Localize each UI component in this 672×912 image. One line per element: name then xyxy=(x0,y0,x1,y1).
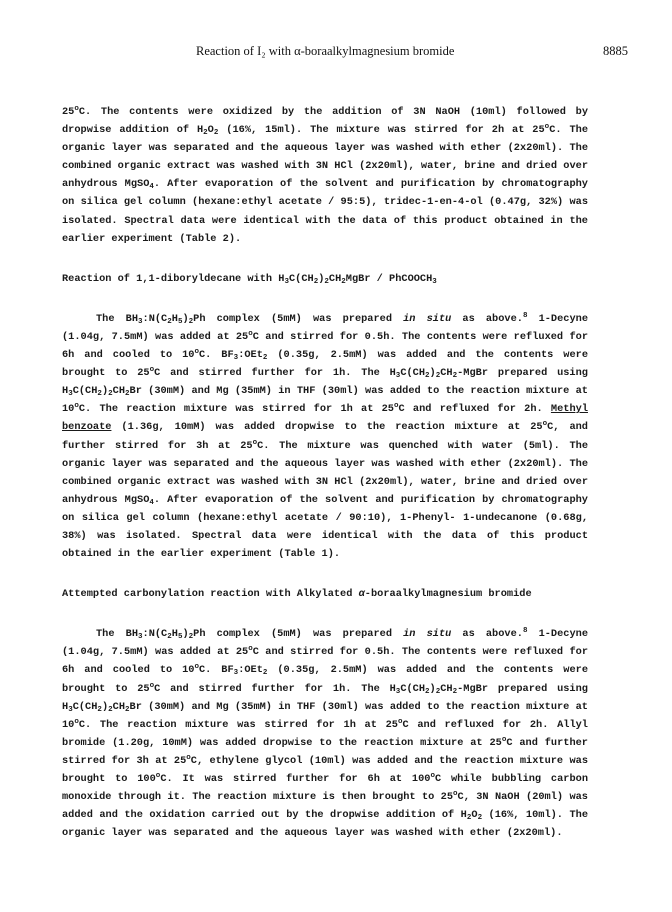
text-run: C and stirred for 0.5h. The contents were refluxed for 6h and cooled to 10 xyxy=(62,646,588,677)
subscript: 2 xyxy=(97,705,102,714)
text-run: 25 xyxy=(62,106,75,118)
subscript: 2 xyxy=(313,277,319,286)
degree-mark: o xyxy=(155,772,161,780)
text-run: (1.36g, 10mM) was added dropwise to the reaction mixture at 25 xyxy=(111,421,543,434)
text-run: (16%, 10ml). The organic layer was separated and the aqueous layer was washed with ether (2x20ml). xyxy=(62,809,588,840)
text-run: C and stirred further for 1h. The H xyxy=(154,682,396,695)
subscript: 3 xyxy=(68,705,73,714)
italic-text: in situ xyxy=(403,312,452,325)
text-run: ) xyxy=(182,628,189,641)
page-header xyxy=(0,44,672,64)
page-number: 8885 xyxy=(603,44,628,58)
text-run: ) xyxy=(101,700,109,713)
text-run: C, ethylene glycol (10ml) was added and the reaction mixture was brought to 100 xyxy=(62,754,588,785)
text-run: Br (30mM) and Mg (35mM) in THF (30ml) was added to the reaction mixture at 10 xyxy=(62,385,588,416)
subscript: 2 xyxy=(188,317,194,326)
subscript: 3 xyxy=(395,372,401,381)
subscript: 2 xyxy=(213,129,219,138)
text-run: Attempted carbonylation reaction with Alkylated xyxy=(62,588,359,601)
text-run: ) xyxy=(429,682,436,695)
subscript: 3 xyxy=(284,277,289,286)
text-run: as above. xyxy=(451,628,523,641)
subscript: 4 xyxy=(149,498,154,507)
degree-mark: o xyxy=(397,717,403,726)
paragraph-methyl-benzoate-procedure xyxy=(62,310,588,563)
text-run: H xyxy=(171,628,178,641)
subscript: 2 xyxy=(435,687,441,696)
subscript: 2 xyxy=(477,814,483,823)
section-heading-diboryldecane xyxy=(62,270,588,288)
subscript: 2 xyxy=(167,633,172,642)
paragraph-carbonylation-procedure xyxy=(62,625,588,842)
subscript: 3 xyxy=(395,687,401,696)
subscript: 2 xyxy=(324,277,329,286)
text-run: C(CH xyxy=(72,385,98,398)
subscript: 2 xyxy=(466,814,472,823)
subscript: 3 xyxy=(233,354,239,363)
paragraph-oxidation xyxy=(62,103,588,248)
subscript: 2 xyxy=(125,705,130,714)
degree-mark: o xyxy=(194,663,199,672)
subscript: 3 xyxy=(138,317,143,326)
degree-mark: o xyxy=(74,402,79,411)
subscript: 2 xyxy=(425,372,430,381)
text-run: ) xyxy=(429,367,436,380)
text-run: Ph complex (5mM) was prepared xyxy=(193,312,404,325)
subscript: 2 xyxy=(167,317,172,326)
subscript: 3 xyxy=(233,669,239,678)
text-run: C. BF xyxy=(199,664,234,677)
text-run: ) xyxy=(101,385,109,398)
degree-mark: o xyxy=(248,645,253,654)
text-run: C. The mixture was quenched with water (5ml). The organic layer was separated and the aqueous layer was washed with ether (2x20ml). The combined organic extract was washed with 3N HCl (2x20ml), water, brine and dried over anhydrous MgSO xyxy=(62,439,588,506)
italic-text: in situ xyxy=(403,628,452,641)
text-run: 1-Decyne (1.04g, 7.5mM) was added at 25 xyxy=(62,628,588,659)
degree-mark: o xyxy=(74,717,79,726)
text-run: C and refluxed for 2h. xyxy=(398,403,551,416)
running-title: Reaction of I₂ with α-boraalkylmagnesium bromide xyxy=(196,44,455,58)
text-run: C. The organic layer was separated and the aqueous layer was washed with ether (2x20ml). The combined organic extract was washed with 3N HCl (2x20ml), water, brine and dried over anhydrous MgSO xyxy=(62,124,588,191)
text-run: CH xyxy=(440,367,453,380)
reference-superscript: 8 xyxy=(522,311,528,320)
text-run: C(CH xyxy=(288,272,314,285)
text-run: C(CH xyxy=(400,367,426,380)
text-run: :OEt xyxy=(238,349,263,362)
text-run: O xyxy=(207,124,214,137)
text-run: C and stirred for 0.5h. The contents were refluxed for 6h and cooled to 10 xyxy=(62,330,588,362)
subscript: 2 xyxy=(425,687,430,696)
text-run: :N(C xyxy=(142,312,168,325)
subscript: 2 xyxy=(341,277,346,286)
text-run: C. The reaction mixture was stirred for 1h at 25 xyxy=(78,718,398,731)
text-run: . After evaporation of the solvent and purification by chromatography on silica gel column (hexane:ethyl acetate / 90:10), 1-Phenyl- 1-undecanone (0.68g, 38%) was isolated. Spectral data were identical with the data of this product obtained in the earlier experiment (Table 1). xyxy=(62,493,588,561)
text-run: MgBr / PhCOOCH xyxy=(345,272,433,285)
text-run: ) xyxy=(182,312,189,325)
text-run: -MgBr prepared using H xyxy=(62,367,588,398)
text-run: C and refluxed for 2h. Allyl bromide (1.20g, 10mM) was added dropwise to the reaction mixture at 25 xyxy=(62,718,588,749)
text-run: :OEt xyxy=(238,664,263,677)
alpha-symbol: α xyxy=(358,588,365,601)
text-run: Br (30mM) and Mg (35mM) in THF (30ml) was added to the reaction mixture at 10 xyxy=(62,700,588,731)
subscript: 2 xyxy=(452,687,458,696)
subscript: 3 xyxy=(432,277,437,286)
text-run: Ph complex (5mM) was prepared xyxy=(193,628,404,641)
subscript: 2 xyxy=(108,705,113,714)
degree-mark: o xyxy=(149,681,155,690)
text-run: (0.35g, 2.5mM) was added and the contents were brought to 25 xyxy=(62,349,588,380)
text-run: O xyxy=(471,809,478,822)
degree-mark: o xyxy=(252,438,258,447)
text-run: C while bubbling carbon monoxide through it. The reaction mixture is then brought to 25 xyxy=(62,773,588,804)
subscript: 2 xyxy=(97,390,102,399)
text-run: C(CH xyxy=(400,682,426,695)
text-run: C. The contents were oxidized by the addition of 3N NaOH (10ml) followed by dropwise addition of H xyxy=(62,106,588,137)
text-run: :N(C xyxy=(142,628,168,641)
text-run: 1-Decyne (1.04g, 7.5mM) was added at 25 xyxy=(62,312,588,343)
subscript: 5 xyxy=(177,633,183,642)
text-run: C, and further stirred for 3h at 25 xyxy=(62,421,588,452)
subscript: 3 xyxy=(138,633,143,642)
degree-mark: o xyxy=(248,329,253,338)
subscript: 2 xyxy=(188,633,194,642)
text-run: C. BF xyxy=(199,349,234,362)
subscript: 2 xyxy=(452,372,458,381)
text-run: The BH xyxy=(96,628,138,641)
section-heading-carbonylation xyxy=(62,585,588,603)
text-run: as above. xyxy=(451,312,523,325)
degree-mark: o xyxy=(453,790,458,799)
text-run: CH xyxy=(112,700,125,713)
degree-mark: o xyxy=(544,123,550,132)
text-run: (0.35g, 2.5mM) was added and the contents were brought to 25 xyxy=(62,664,588,695)
subscript: 4 xyxy=(149,183,154,192)
degree-mark: o xyxy=(430,772,435,780)
subscript: 3 xyxy=(68,390,73,399)
text-run: -boraalkylmagnesium bromide xyxy=(364,588,532,601)
text-run: ) xyxy=(318,272,325,285)
reference-superscript: 8 xyxy=(522,627,528,636)
text-run: H xyxy=(171,312,178,325)
text-run: Reaction of 1,1-diboryldecane with H xyxy=(62,272,285,285)
text-run: -MgBr prepared using H xyxy=(62,682,588,713)
degree-mark: o xyxy=(542,420,548,429)
text-run: C(CH xyxy=(72,700,98,713)
text-run: C. The reaction mixture was stirred for 1h at 25 xyxy=(78,403,394,416)
degree-mark: o xyxy=(394,402,399,411)
degree-mark: o xyxy=(186,753,191,762)
text-run: CH xyxy=(328,272,342,285)
subscript: 2 xyxy=(108,390,113,399)
subscript: 2 xyxy=(435,372,441,381)
degree-mark: o xyxy=(74,105,79,113)
text-run: C, 3N NaOH (20ml) was added and the oxidation carried out by the dropwise addition of H xyxy=(62,791,588,822)
degree-mark: o xyxy=(149,366,155,375)
subscript: 2 xyxy=(125,390,130,399)
text-run: C and stirred further for 1h. The H xyxy=(154,367,396,380)
text-run: . After evaporation of the solvent and purification by chromatography on silica gel column (hexane:ethyl acetate / 95:5), tridec-1-en-4-ol (0.47g, 32%) was isolated. Spectral data were identical with the data of this product obtained in the earlier experiment (Table 2). xyxy=(62,178,588,245)
text-run: CH xyxy=(440,682,453,695)
degree-mark: o xyxy=(501,735,507,744)
text-run: C. It was stirred further for 6h at 100 xyxy=(160,773,431,785)
subscript: 2 xyxy=(203,129,208,138)
text-run: (16%, 15ml). The mixture was stirred for 2h at 25 xyxy=(218,124,545,137)
text-run: C and further stirred for 3h at 25 xyxy=(62,736,588,767)
subscript: 2 xyxy=(262,669,268,678)
subscript: 5 xyxy=(177,317,183,326)
article-body xyxy=(62,103,588,842)
degree-mark: o xyxy=(194,348,199,357)
text-run: The BH xyxy=(96,312,138,325)
underlined-reagent: Methyl benzoate xyxy=(62,403,588,434)
text-run: CH xyxy=(112,385,125,398)
subscript: 2 xyxy=(262,354,268,363)
